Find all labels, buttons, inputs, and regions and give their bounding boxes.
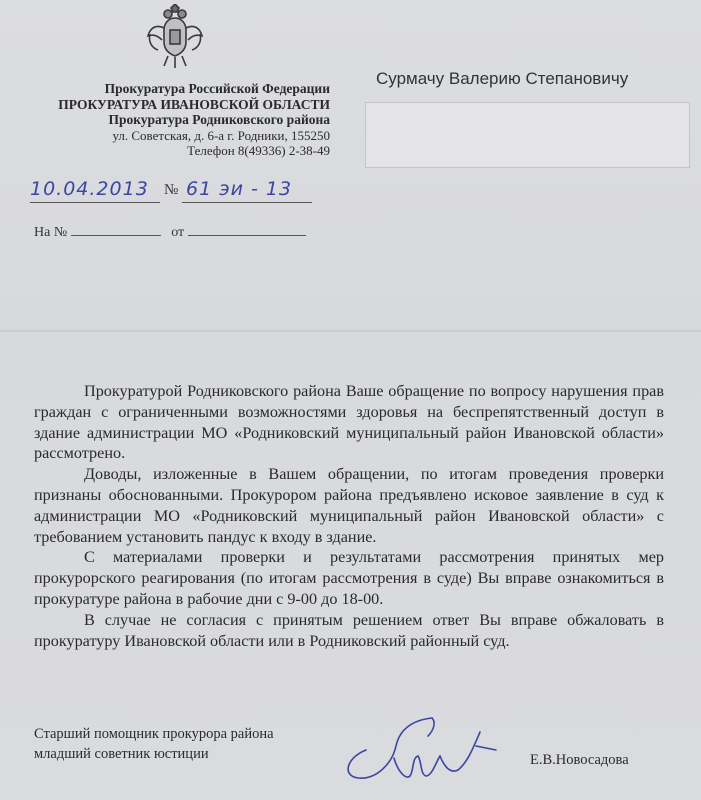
ref-date-blank: [188, 223, 306, 236]
paragraph-3: С материалами проверки и результатами рассмотрения принятых мер прокурорского реагирования (по итогам рассмотрения в суде) Вы вправе ознакомиться в прокуратуре района в рабочие дни с 9-00 до 18-00.: [34, 548, 664, 608]
number-underline: [182, 202, 312, 203]
ref-number-blank: [71, 223, 161, 236]
paragraph-1: Прокуратурой Родниковского района Ваше обращение по вопросу нарушения прав граждан с ограниченными возможностями здоровья на беспрепятственный доступ в здание администрации МО «Родниковский муниципальный район Ивановской области» рассмотрено.: [34, 382, 664, 463]
signatory-position-line1: Старший помощник прокурора района: [34, 726, 274, 742]
recipient-name: Сурмачу Валерию Степановичу: [376, 69, 629, 88]
ref-from-label: от: [171, 225, 185, 240]
signatory-position: [34, 724, 274, 764]
issuer-block: [20, 81, 330, 159]
issuer-line1: Прокуратура Российской Федерации: [104, 81, 330, 96]
handwritten-signature: [336, 706, 506, 790]
issuer-address: ул. Советская, д. 6-а г. Родники, 155250: [112, 127, 330, 143]
outgoing-date: 10.04.2013: [30, 178, 149, 200]
signatory-name: Е.В.Новосадова: [530, 752, 629, 768]
number-label: №: [164, 182, 179, 198]
date-underline: [30, 202, 160, 203]
issuer-line2: ПРОКУРАТУРА ИВАНОВСКОЙ ОБЛАСТИ: [58, 96, 330, 112]
redacted-address-box: [365, 102, 690, 168]
paragraph-2: Доводы, изложенные в Вашем обращении, по итогам проведения проверки признаны обоснованными. Прокурором района предъявлено исковое заявление в суд к администрации МО «Родниковский муниципальный район Ивановской области» с требованием установить пандус к входу в здание.: [34, 465, 664, 546]
signatory-position-line2: младший советник юстиции: [34, 746, 209, 762]
ref-on-label: На №: [34, 225, 68, 240]
coat-of-arms-icon: [144, 4, 206, 70]
incoming-ref-row: [34, 223, 306, 241]
issuer-line3: Прокуратура Родниковского района: [108, 112, 330, 127]
outgoing-number: 61 эи - 13: [186, 178, 293, 200]
issuer-phone: Телефон 8(49336) 2-38-49: [187, 143, 330, 158]
letter-body: [34, 381, 664, 651]
paragraph-4: В случае не согласия с принятым решением ответ Вы вправе обжаловать в прокуратуру Ивановской области или в Родниковский районный суд.: [34, 610, 664, 650]
paper-fold: [0, 330, 701, 332]
